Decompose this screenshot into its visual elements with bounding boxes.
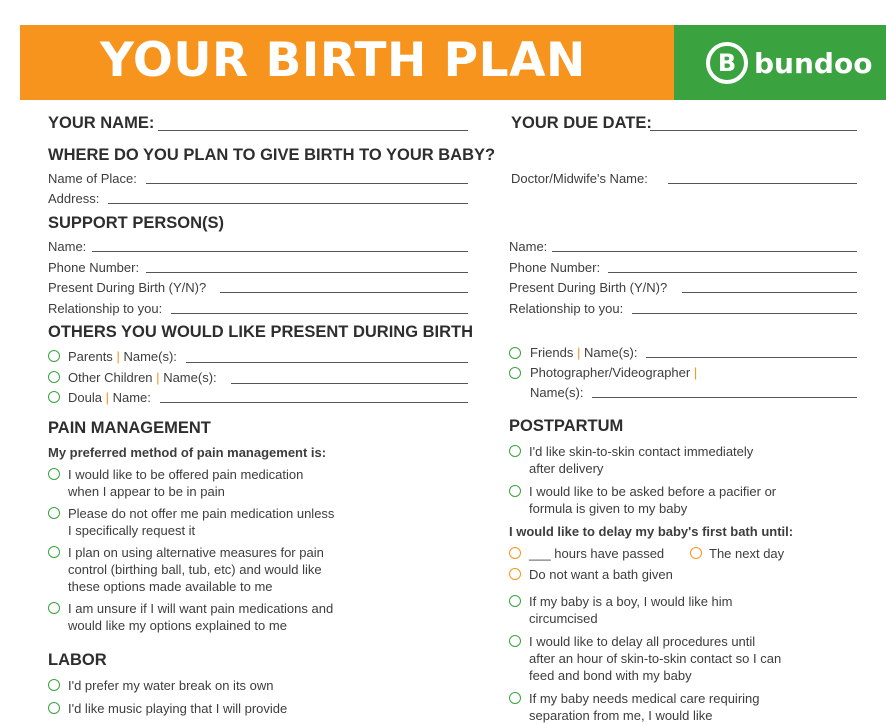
- bundoo-logo: [706, 38, 872, 88]
- pain-opt1-checkbox[interactable]: [48, 468, 60, 480]
- post-opt1-text: [529, 443, 753, 477]
- logo-text: bundoo: [754, 46, 873, 80]
- support2-relationship-label: Relationship to you:: [509, 301, 624, 316]
- doula-name-field[interactable]: [160, 402, 468, 403]
- pain-opt1-line: when I appear to be in pain: [68, 484, 225, 499]
- post-opt4-line: feed and bond with my baby: [529, 668, 692, 683]
- your-name-field[interactable]: [158, 130, 468, 131]
- pain-intro: My preferred method of pain management is:: [48, 445, 327, 460]
- support2-phone-label: Phone Number:: [509, 260, 601, 275]
- post-opt4-text: [529, 633, 781, 684]
- names-label: Name(s):: [163, 370, 217, 385]
- other-children-label: Other Children: [68, 370, 153, 385]
- post-opt4-line: after an hour of skin-to-skin contact so I can: [529, 651, 782, 666]
- due-date-field[interactable]: [650, 130, 857, 131]
- pain-opt2-text: [68, 505, 334, 539]
- post-opt1-line: I'd like skin-to-skin contact immediately: [529, 444, 754, 459]
- your-name-label: YOUR NAME:: [48, 114, 155, 132]
- support-phone-field[interactable]: [146, 272, 468, 273]
- page-title: YOUR BIRTH PLAN: [100, 33, 586, 88]
- pain-opt1-text: [68, 466, 303, 500]
- support2-name-label: Name:: [509, 239, 548, 254]
- friends-label: Friends: [530, 345, 574, 360]
- post-opt5-line: If my baby needs medical care requiring: [529, 691, 760, 706]
- separator: |: [105, 390, 109, 405]
- postpartum-heading: POSTPARTUM: [509, 417, 624, 435]
- post-opt4-line: I would like to delay all procedures until: [529, 634, 756, 649]
- photographer-option: [530, 365, 697, 380]
- bath-next-day-checkbox[interactable]: [690, 547, 702, 559]
- pain-opt4-line: would like my options explained to me: [68, 618, 287, 633]
- post-opt5-checkbox[interactable]: [509, 692, 521, 704]
- labor-heading: LABOR: [48, 651, 107, 669]
- other-children-option: [68, 370, 217, 385]
- parents-option: [68, 349, 177, 364]
- post-opt3-line: circumcised: [529, 611, 598, 626]
- logo-banner: [674, 25, 886, 100]
- pain-opt1-line: I would like to be offered pain medication: [68, 467, 304, 482]
- other-children-names-field[interactable]: [231, 383, 468, 384]
- friends-checkbox[interactable]: [509, 347, 521, 359]
- post-opt2-checkbox[interactable]: [509, 485, 521, 497]
- support2-present-field[interactable]: [682, 292, 857, 293]
- pain-opt2-line: Please do not offer me pain medication unless: [68, 506, 335, 521]
- separator: |: [693, 365, 698, 380]
- pain-heading: PAIN MANAGEMENT: [48, 419, 211, 437]
- separator: |: [116, 349, 120, 364]
- support2-relationship-field[interactable]: [632, 313, 857, 314]
- support-name-field[interactable]: [92, 251, 468, 252]
- pain-opt3-line: I plan on using alternative measures for pain: [68, 545, 324, 560]
- photographer-names-field[interactable]: [592, 397, 857, 398]
- where-heading: WHERE DO YOU PLAN TO GIVE BIRTH TO YOUR BABY?: [48, 146, 496, 164]
- parents-label: Parents: [68, 349, 113, 364]
- support-phone-label: Phone Number:: [48, 260, 140, 275]
- post-opt1-line: after delivery: [529, 461, 604, 476]
- support-present-field[interactable]: [220, 292, 468, 293]
- names-label: Name(s):: [123, 349, 177, 364]
- support2-phone-field[interactable]: [608, 272, 857, 273]
- pain-opt4-line: I am unsure if I will want pain medications and: [68, 601, 334, 616]
- pain-opt2-checkbox[interactable]: [48, 507, 60, 519]
- labor-opt1-text: I'd prefer my water break on its own: [68, 678, 274, 693]
- post-opt2-line: formula is given to my baby: [529, 501, 688, 516]
- due-date-label: YOUR DUE DATE:: [511, 114, 652, 132]
- logo-b-icon: B: [706, 42, 748, 84]
- post-opt3-text: [529, 593, 733, 627]
- doula-checkbox[interactable]: [48, 391, 60, 403]
- pain-opt3-line: these options made available to me: [68, 579, 273, 594]
- support-present-label: Present During Birth (Y/N)?: [48, 280, 207, 295]
- parents-names-field[interactable]: [186, 362, 468, 363]
- bath-none-checkbox[interactable]: [509, 568, 521, 580]
- post-opt2-line: I would like to be asked before a pacifier or: [529, 484, 777, 499]
- doctor-field[interactable]: [668, 183, 857, 184]
- name-of-place-field[interactable]: [146, 183, 468, 184]
- others-heading: OTHERS YOU WOULD LIKE PRESENT DURING BIRTH: [48, 323, 474, 341]
- support2-present-label: Present During Birth (Y/N)?: [509, 280, 668, 295]
- doula-option: [68, 390, 151, 405]
- pain-opt3-text: [68, 544, 324, 595]
- address-label: Address:: [48, 191, 100, 206]
- header-banner: [20, 25, 886, 100]
- support-name-label: Name:: [48, 239, 87, 254]
- doula-label: Doula: [68, 390, 102, 405]
- photographer-label: Photographer/Videographer: [530, 365, 691, 380]
- bath-hours-text: ___ hours have passed: [529, 546, 665, 561]
- support-heading: SUPPORT PERSON(S): [48, 214, 225, 232]
- bath-intro: I would like to delay my baby's first bath until:: [509, 524, 794, 539]
- title-banner: [20, 25, 674, 100]
- labor-opt2-checkbox[interactable]: [48, 702, 60, 714]
- support-relationship-field[interactable]: [171, 313, 468, 314]
- post-opt3-checkbox[interactable]: [509, 595, 521, 607]
- pain-opt3-checkbox[interactable]: [48, 546, 60, 558]
- support-relationship-label: Relationship to you:: [48, 301, 163, 316]
- address-field[interactable]: [108, 203, 468, 204]
- bath-hours-checkbox[interactable]: [509, 547, 521, 559]
- friends-option: [530, 345, 637, 360]
- bath-none-text: Do not want a bath given: [529, 567, 673, 582]
- bath-next-day-text: The next day: [709, 546, 785, 561]
- name-label: Name:: [112, 390, 151, 405]
- doctor-label: Doctor/Midwife's Name:: [511, 171, 648, 186]
- support2-name-field[interactable]: [552, 251, 857, 252]
- labor-opt1-checkbox[interactable]: [48, 679, 60, 691]
- parents-checkbox[interactable]: [48, 350, 60, 362]
- labor-opt2-text: I'd like music playing that I will provide: [68, 701, 288, 716]
- post-opt4-checkbox[interactable]: [509, 635, 521, 647]
- pain-opt4-text: [68, 600, 333, 634]
- post-opt1-checkbox[interactable]: [509, 445, 521, 457]
- post-opt2-text: [529, 483, 776, 517]
- separator: |: [576, 345, 581, 360]
- photographer-names-label: Name(s):: [530, 385, 584, 400]
- post-opt5-line: separation from me, I would like: [529, 708, 713, 723]
- photographer-checkbox[interactable]: [509, 367, 521, 379]
- pain-opt3-line: control (birthing ball, tub, etc) and would like: [68, 562, 322, 577]
- other-children-checkbox[interactable]: [48, 371, 60, 383]
- post-opt5-text: [529, 690, 760, 724]
- name-of-place-label: Name of Place:: [48, 171, 137, 186]
- separator: |: [156, 370, 160, 385]
- pain-opt2-line: I specifically request it: [68, 523, 196, 538]
- friends-names-field[interactable]: [646, 357, 857, 358]
- post-opt3-line: If my baby is a boy, I would like him: [529, 594, 733, 609]
- pain-opt4-checkbox[interactable]: [48, 602, 60, 614]
- names-label: Name(s):: [584, 345, 638, 360]
